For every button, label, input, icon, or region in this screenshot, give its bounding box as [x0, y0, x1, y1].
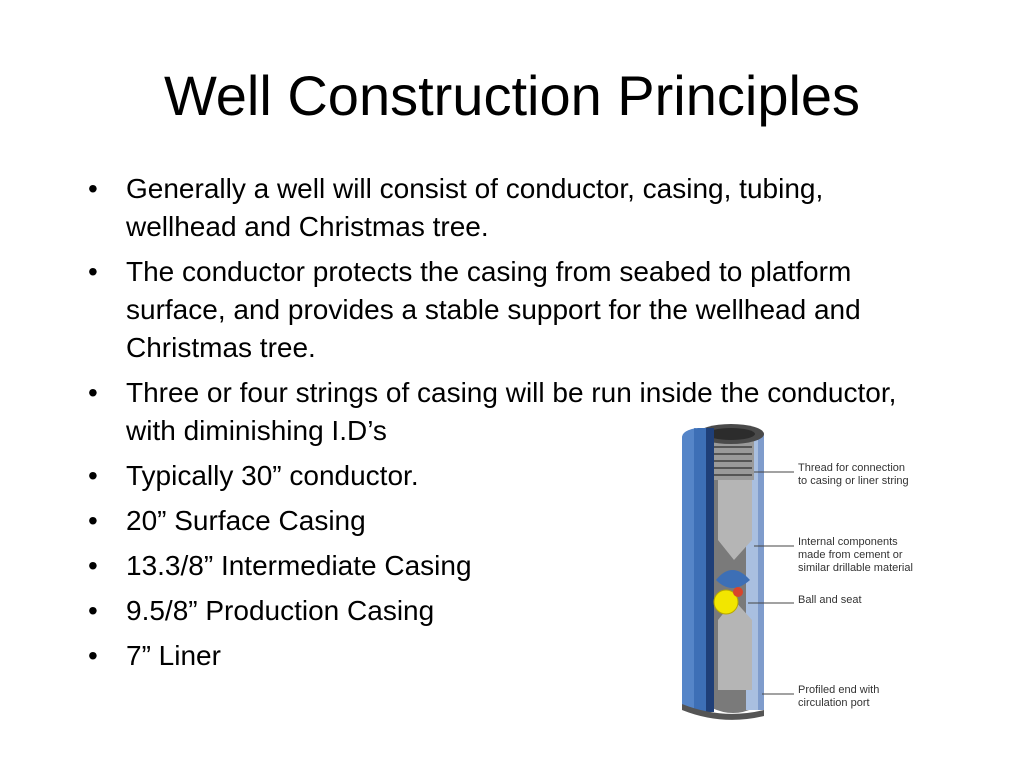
label-thread: Thread for connection to casing or liner string — [798, 462, 909, 487]
bullet-text: 9.5/8” Production Casing — [126, 595, 435, 626]
pipe-outer-edge — [706, 428, 714, 712]
bullet-text: Generally a well will consist of conductor, casing, tubing, wellhead and Christmas tree. — [126, 173, 824, 242]
pipe-right-wall-shade — [758, 434, 764, 710]
bullet-marker: • — [88, 377, 98, 408]
bullet-text: 20” Surface Casing — [126, 505, 366, 536]
bullet-item — [84, 170, 934, 246]
seat-red-icon — [733, 587, 743, 597]
float-shoe-diagram — [672, 420, 942, 720]
bullet-marker: • — [88, 460, 98, 491]
bullet-text: Three or four strings of casing will be run inside the conductor, with diminishing I.D’s — [126, 377, 897, 446]
pipe-top-bore — [707, 428, 755, 440]
bullet-text: 7” Liner — [126, 640, 221, 671]
bullet-text: Typically 30” conductor. — [126, 460, 419, 491]
bullet-marker: • — [88, 505, 98, 536]
label-ball-and-seat: Ball and seat — [798, 594, 862, 606]
bullet-marker: • — [88, 595, 98, 626]
bullet-item — [84, 253, 934, 367]
bullet-text: The conductor protects the casing from seabed to platform surface, and provides a stable support for the wellhead and Christmas tree. — [126, 256, 861, 363]
bullet-marker: • — [88, 640, 98, 671]
slide-title: Well Construction Principles — [163, 64, 861, 127]
bullet-text: 13.3/8” Intermediate Casing — [126, 550, 472, 581]
label-profiled-end: Profiled end with circulation port — [798, 684, 880, 709]
label-internal-components: Internal components made from cement or similar drillable material — [798, 536, 913, 574]
bullet-marker: • — [88, 550, 98, 581]
bullet-marker: • — [88, 256, 98, 287]
bullet-marker: • — [88, 173, 98, 204]
